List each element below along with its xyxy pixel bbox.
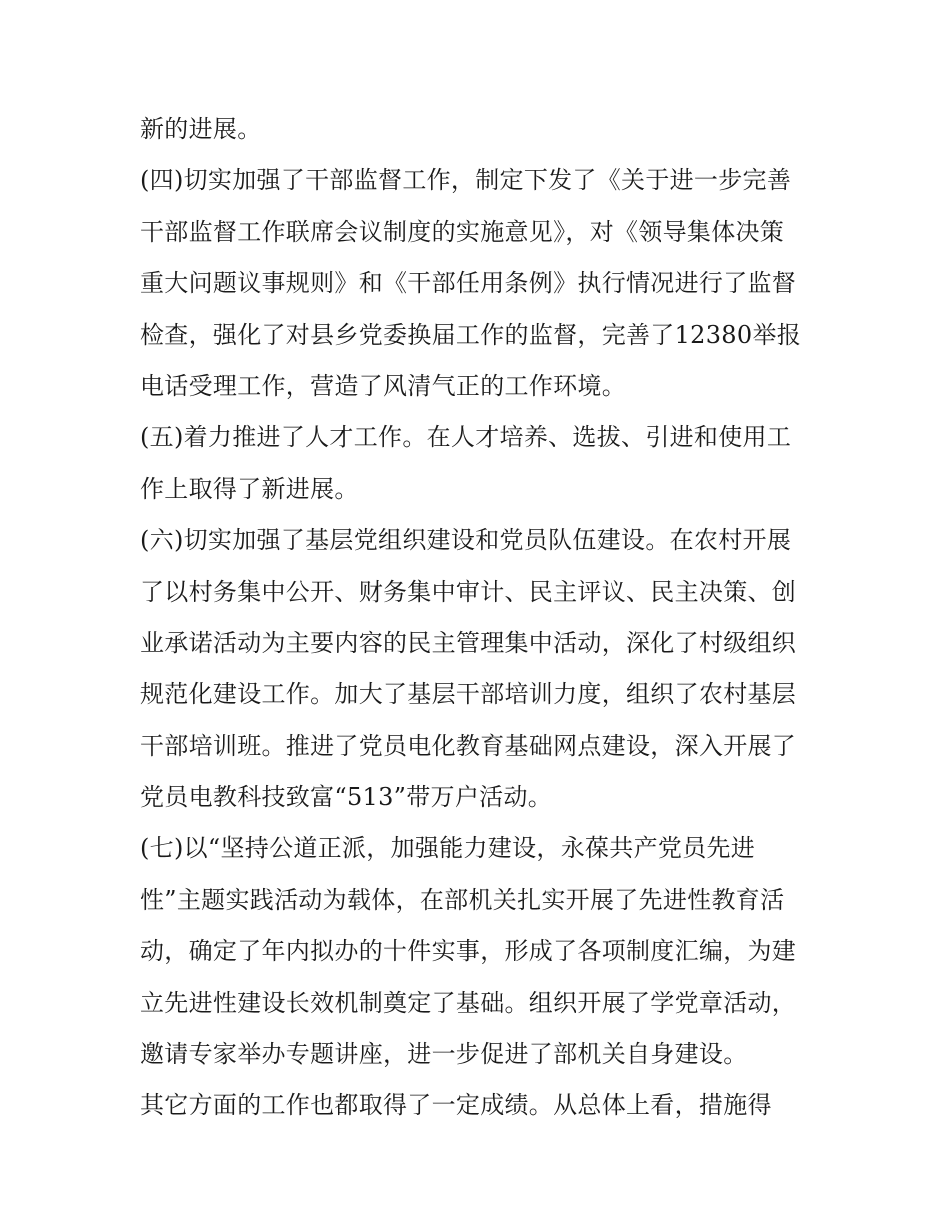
- text-line: 其它方面的工作也都取得了一定成绩。从总体上看，措施得: [140, 1091, 772, 1120]
- text-line: 动，确定了年内拟办的十件实事，形成了各项制度汇编，为建: [140, 937, 797, 966]
- text-line: 电话受理工作，营造了风清气正的工作环境。: [140, 371, 626, 400]
- document-body: [140, 104, 820, 1132]
- text-line: 邀请专家举办专题讲座，进一步促进了部机关自身建设。: [140, 1040, 748, 1069]
- text-line: 干部培训班。推进了党员电化教育基础网点建设，深入开展了: [140, 731, 797, 760]
- text-line: 作上取得了新进展。: [140, 474, 359, 503]
- text-line: (五)着力推进了人才工作。在人才培养、选拔、引进和使用工: [140, 423, 792, 452]
- text-line: 新的进展。: [140, 115, 262, 143]
- text-line: 立先进性建设长效机制奠定了基础。组织开展了学党章活动，: [140, 988, 797, 1017]
- text-line: 了以村务集中公开、财务集中审计、民主评议、民主决策、创: [140, 577, 797, 606]
- text-line: 检查，强化了对县乡党委换届工作的监督，完善了12380举报: [140, 320, 802, 349]
- text-line: 业承诺活动为主要内容的民主管理集中活动，深化了村级组织: [140, 628, 797, 657]
- text-line: 规范化建设工作。加大了基层干部培训力度，组织了农村基层: [140, 680, 797, 709]
- text-line: 干部监督工作联席会议制度的实施意见》，对《领导集体决策: [140, 217, 785, 246]
- text-line: 重大问题议事规则》和《干部任用条例》执行情况进行了监督: [140, 269, 797, 298]
- text-line: (四)切实加强了干部监督工作，制定下发了《关于进一步完善: [140, 166, 792, 195]
- text-line: (七)以“坚持公道正派，加强能力建设，永葆共产党员先进: [140, 834, 756, 863]
- text-line: 性”主题实践活动为载体，在部机关扎实开展了先进性教育活: [140, 885, 785, 914]
- text-line: (六)切实加强了基层党组织建设和党员队伍建设。在农村开展: [140, 526, 792, 555]
- text-line: 党员电教科技致富“513”带万户活动。: [140, 783, 553, 812]
